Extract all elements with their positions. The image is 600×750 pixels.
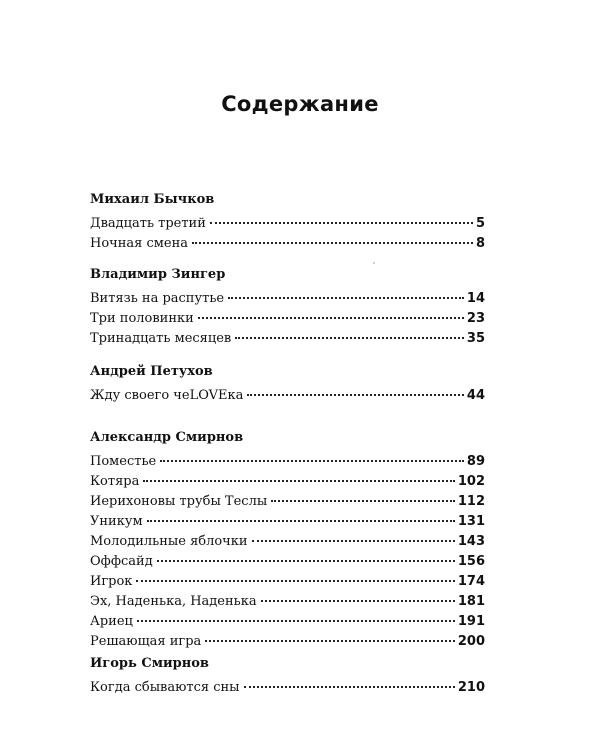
toc-entry xyxy=(90,309,485,329)
section-petukhov xyxy=(90,362,485,406)
toc-entry xyxy=(90,632,485,652)
section-zinger xyxy=(90,265,485,349)
toc-entry xyxy=(90,472,485,492)
print-speck xyxy=(373,262,375,264)
dot-leader xyxy=(143,480,455,482)
dot-leader xyxy=(192,242,473,244)
entry-page: 131 xyxy=(457,514,485,529)
entry-title: Уникум xyxy=(90,514,143,529)
entry-page: 14 xyxy=(466,291,485,306)
entry-title: Оффсайд xyxy=(90,554,153,569)
dot-leader xyxy=(157,560,455,562)
toc-entry xyxy=(90,452,485,472)
author-name: Игорь Смирнов xyxy=(90,656,209,671)
toc-entry xyxy=(90,512,485,532)
entry-title: Ариец xyxy=(90,614,133,629)
entry-title: Игрок xyxy=(90,574,133,589)
toc-entry xyxy=(90,678,485,698)
entry-title: Когда сбываются сны xyxy=(90,680,240,695)
entry-page: 35 xyxy=(466,331,485,346)
entry-title: Двадцать третий xyxy=(90,216,206,231)
dot-leader xyxy=(137,620,455,622)
entry-page: 112 xyxy=(457,494,485,509)
section-bychkov xyxy=(90,190,485,254)
entry-page: 44 xyxy=(466,388,485,403)
entry-title: Тринадцать месяцев xyxy=(90,331,232,346)
entry-page: 181 xyxy=(457,594,485,609)
toc-entry xyxy=(90,386,485,406)
dot-leader xyxy=(136,580,454,582)
dot-leader xyxy=(244,686,455,688)
page-title: Содержание xyxy=(221,92,379,116)
entry-page: 210 xyxy=(457,680,485,695)
entry-page: 89 xyxy=(466,454,485,469)
entry-page: 5 xyxy=(475,216,485,231)
entry-page: 200 xyxy=(457,634,485,649)
author-name: Владимир Зингер xyxy=(90,267,226,282)
toc-entry xyxy=(90,612,485,632)
author-name: Андрей Петухов xyxy=(90,364,213,379)
entry-title: Поместье xyxy=(90,454,157,469)
toc-entry xyxy=(90,234,485,254)
entry-title: Эх, Наденька, Наденька xyxy=(90,594,257,609)
toc-entry xyxy=(90,492,485,512)
entry-page: 191 xyxy=(457,614,485,629)
toc-entry xyxy=(90,552,485,572)
entry-title: Ночная смена xyxy=(90,236,189,251)
entry-title: Витязь на распутье xyxy=(90,291,225,306)
toc-entry xyxy=(90,532,485,552)
toc-entry xyxy=(90,289,485,309)
section-a-smirnov xyxy=(90,428,485,652)
dot-leader xyxy=(235,337,464,339)
dot-leader xyxy=(147,520,455,522)
entry-title: Молодильные яблочки xyxy=(90,534,248,549)
toc-entry xyxy=(90,214,485,234)
entry-title: Жду своего чеLOVEка xyxy=(90,388,244,403)
entry-title: Три половинки xyxy=(90,311,194,326)
entry-page: 156 xyxy=(457,554,485,569)
dot-leader xyxy=(198,317,464,319)
toc-entry xyxy=(90,329,485,349)
dot-leader xyxy=(210,222,473,224)
dot-leader xyxy=(228,297,464,299)
entry-page: 174 xyxy=(457,574,485,589)
dot-leader xyxy=(252,540,455,542)
entry-title: Решающая игра xyxy=(90,634,202,649)
author-name: Александр Смирнов xyxy=(90,430,244,445)
entry-page: 102 xyxy=(457,474,485,489)
entry-title: Котяра xyxy=(90,474,140,489)
entry-page: 143 xyxy=(457,534,485,549)
author-name: Михаил Бычков xyxy=(90,192,215,207)
toc-entry xyxy=(90,592,485,612)
dot-leader xyxy=(261,600,455,602)
toc-entry xyxy=(90,572,485,592)
entry-page: 8 xyxy=(475,236,485,251)
section-i-smirnov xyxy=(90,654,485,698)
entry-title: Иерихоновы трубы Теслы xyxy=(90,494,268,509)
dot-leader xyxy=(247,394,464,396)
dot-leader xyxy=(271,500,455,502)
dot-leader xyxy=(205,640,455,642)
dot-leader xyxy=(160,460,464,462)
entry-page: 23 xyxy=(466,311,485,326)
